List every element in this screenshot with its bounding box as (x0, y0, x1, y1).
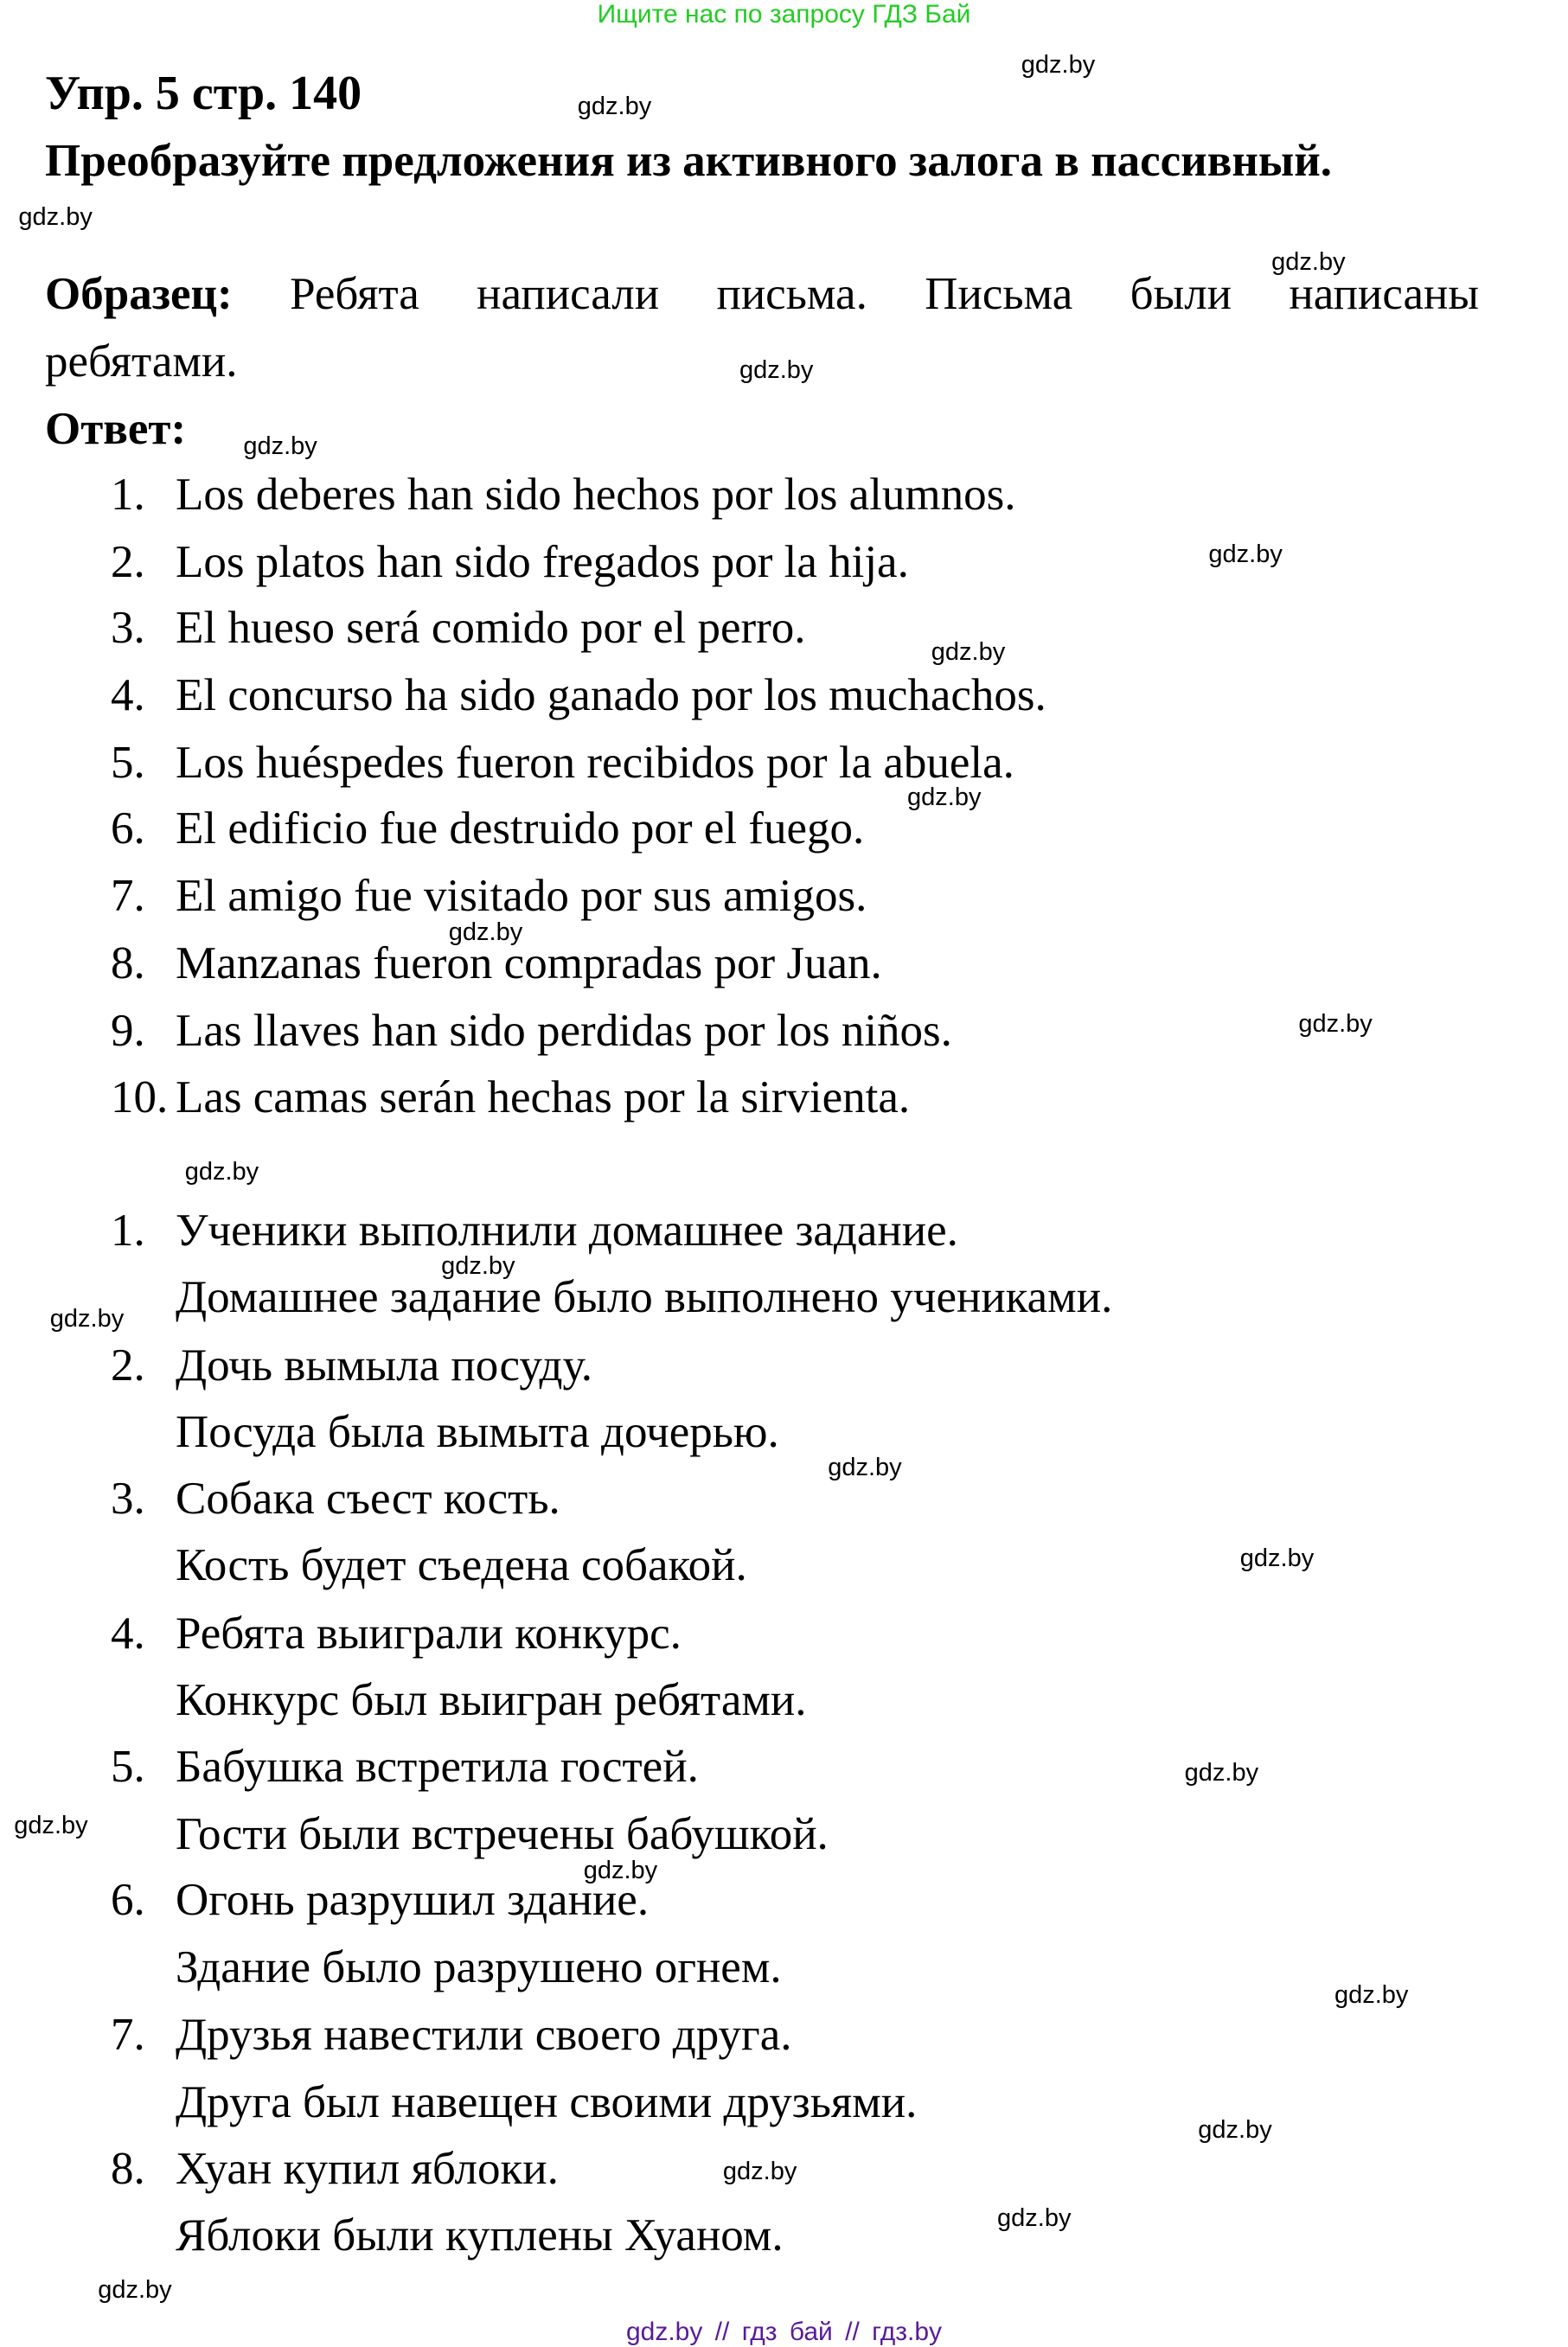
russian-item-number: 3. (111, 1474, 145, 1524)
russian-active-sentence: Хуан купил яблоки. (176, 2143, 559, 2194)
russian-passive-sentence: Домашнее задание было выполнено учениками. (176, 1272, 1113, 1323)
spanish-answer-number: 5. (111, 738, 145, 789)
russian-active-sentence: Ребята выиграли конкурс. (176, 1608, 682, 1659)
spanish-answer-number: 8. (111, 938, 145, 989)
russian-active-sentence: Ученики выполнили домашнее задание. (176, 1205, 958, 1256)
russian-passive-sentence: Посуда была вымыта дочерью. (176, 1407, 779, 1458)
russian-passive-sentence: Яблоки были куплены Хуаном. (176, 2210, 784, 2261)
russian-item-number: 2. (111, 1340, 145, 1391)
spanish-answer-text: Manzanas fueron compradas por Juan. (176, 938, 882, 989)
spanish-answer-text: Los huéspedes fueron recibidos por la abuela. (176, 738, 1014, 789)
instruction: Преобразуйте предложения из активного залога в пассивный. (45, 136, 1333, 186)
russian-item-number: 6. (111, 1875, 145, 1926)
spanish-answer-number: 3. (111, 603, 145, 654)
watermark: gdz.by (441, 1252, 515, 1281)
exercise-title: Упр. 5 стр. 140 (45, 67, 362, 120)
spanish-answer-text: Los deberes han sido hechos por los alumnos. (176, 469, 1016, 520)
watermark: gdz.by (931, 637, 1006, 666)
russian-item-number: 5. (111, 1742, 145, 1793)
russian-item-number: 7. (111, 2010, 145, 2061)
spanish-answer-number: 7. (111, 871, 145, 922)
spanish-answer-text: Los platos han sido fregados por la hija. (176, 536, 909, 587)
sample-label: Образец: (45, 269, 233, 319)
spanish-answer-text: El concurso ha sido ganado por los muchachos. (176, 670, 1046, 721)
watermark: gdz.by (997, 2203, 1072, 2232)
russian-active-sentence: Бабушка встретила гостей. (176, 1742, 699, 1793)
russian-active-sentence: Собака съест кость. (176, 1474, 560, 1524)
watermark: gdz.by (739, 356, 814, 385)
russian-item-number: 1. (111, 1205, 145, 1256)
footer-banner: gdz.by // гдз бай // гдз.by (625, 2318, 943, 2346)
watermark: gdz.by (722, 2158, 797, 2186)
watermark: gdz.by (184, 1158, 259, 1186)
spanish-answer-number: 1. (111, 469, 145, 520)
watermark: gdz.by (583, 1856, 658, 1884)
header-banner: Ищите нас по запросу ГДЗ Бай (597, 0, 971, 29)
spanish-answer-text: El edificio fue destruido por el fuego. (176, 803, 865, 854)
russian-passive-sentence: Здание было разрушено огнем. (176, 1941, 782, 1992)
watermark: gdz.by (828, 1453, 902, 1481)
spanish-answer-text: Las llaves han sido perdidas por los niños. (176, 1006, 952, 1057)
russian-active-sentence: Друзья навестили своего друга. (176, 2010, 792, 2061)
watermark: gdz.by (1021, 50, 1096, 79)
sample-line-1 (45, 260, 1479, 328)
watermark: gdz.by (98, 2276, 172, 2305)
russian-item-number: 4. (111, 1608, 145, 1659)
watermark: gdz.by (243, 432, 317, 461)
watermark: gdz.by (1271, 248, 1346, 277)
spanish-answer-number: 2. (111, 536, 145, 587)
sample-text: Ребята написали письма. Письма были написаны (290, 269, 1480, 319)
spanish-answer-number: 4. (111, 670, 145, 721)
sample-line-2: ребятами. (45, 336, 238, 387)
spanish-answer-number: 9. (111, 1006, 145, 1057)
russian-active-sentence: Огонь разрушил здание. (176, 1875, 650, 1926)
watermark: gdz.by (577, 93, 652, 121)
watermark: gdz.by (1239, 1544, 1315, 1573)
russian-active-sentence: Дочь вымыла посуду. (176, 1340, 592, 1391)
watermark: gdz.by (18, 203, 93, 232)
russian-passive-sentence: Кость будет съедена собакой. (176, 1540, 747, 1591)
spanish-answer-text: El hueso será comido por el perro. (176, 603, 806, 654)
spanish-answer-number: 6. (111, 803, 145, 854)
spanish-answer-text: El amigo fue visitado por sus amigos. (176, 871, 867, 922)
watermark: gdz.by (49, 1305, 125, 1333)
answer-label: Ответ: (45, 404, 187, 454)
watermark: gdz.by (14, 1811, 88, 1839)
russian-passive-sentence: Гости были встречены бабушкой. (176, 1808, 829, 1859)
russian-item-number: 8. (111, 2143, 145, 2194)
spanish-answer-number: 10. (111, 1071, 169, 1122)
watermark: gdz.by (1298, 1009, 1373, 1038)
watermark: gdz.by (1198, 2115, 1272, 2144)
watermark: gdz.by (1184, 1759, 1259, 1787)
watermark: gdz.by (1208, 540, 1283, 569)
russian-passive-sentence: Конкурс был выигран ребятами. (176, 1675, 807, 1726)
spanish-answer-text: Las camas serán hechas por la sirvienta. (176, 1071, 911, 1122)
watermark: gdz.by (1334, 1980, 1409, 2009)
watermark: gdz.by (448, 918, 523, 946)
russian-passive-sentence: Друга был навещен своими друзьями. (176, 2076, 918, 2127)
watermark: gdz.by (907, 783, 982, 811)
